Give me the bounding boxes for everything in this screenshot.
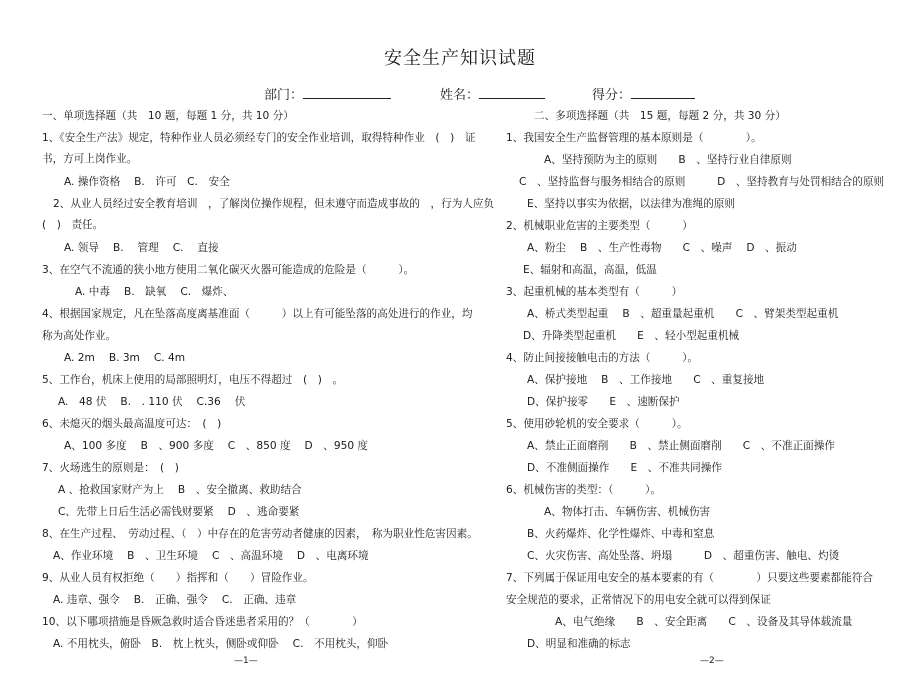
section-single-choice: 一、单项选择题（共 10 题，每题 1 分，共 10 分） [42, 110, 294, 122]
question-line: 9、从业人员有权拒绝（ ）指挥和（ ）冒险作业。 [42, 572, 314, 584]
score-field [592, 84, 695, 103]
option-line: A. 2m B. 3m C. 4m [64, 352, 186, 364]
name-blank [479, 86, 545, 99]
option-line: C、先带上日后生活必需钱财要紧 D 、逃命要紧 [58, 506, 300, 518]
option-line: D、明显和准确的标志 [527, 638, 631, 650]
page-title: 安全生产知识试题 [384, 48, 536, 69]
option-line: D、不准侧面操作 E 、不准共同操作 [527, 462, 722, 474]
option-line: A、禁止正面磨削 B 、禁止侧面磨削 C 、不准正面操作 [527, 440, 835, 452]
option-line: A、物体打击、车辆伤害、机械伤害 [544, 506, 711, 518]
question-line: 6、机械伤害的类型：（ ）。 [506, 484, 662, 496]
option-line: A. 领导 B. 管理 C. 直接 [64, 242, 219, 254]
question-line: 2、从业人员经过安全教育培训 ，了解岗位操作规程，但未遵守而造成事故的 ，行为人应负 [53, 198, 495, 210]
option-line: A、桥式类型起重 B 、超重量起重机 C 、臂架类型起重机 [527, 308, 839, 320]
question-line: 7、下列属于保证用电安全的基本要素的有（ ）只要这些要素都能符合 [506, 572, 873, 584]
question-line: 8、在生产过程、 劳动过程、（ ）中存在的危害劳动者健康的因素， 称为职业性危害因素。 [42, 528, 478, 540]
option-line: A、电气绝缘 B 、安全距离 C 、设备及其导体载流量 [555, 616, 853, 628]
option-line: A、100 多度 B 、900 多度 C 、850 度 D 、950 度 [64, 440, 369, 452]
option-line: A. 不用枕头，俯卧 B. 枕上枕头，侧卧或仰卧 C. 不用枕头，仰卧 [53, 638, 389, 650]
question-line: ( ) 责任。 [42, 219, 104, 231]
option-line: A. 48 伏 B. . 110 伏 C.36 伏 [58, 396, 246, 408]
question-line: 6、未熄灭的烟头最高温度可达： ( ) [42, 418, 222, 430]
question-line: 3、在空气不流通的狭小地方使用二氧化碳灭火器可能造成的危险是（ ）。 [42, 264, 415, 276]
question-line: 4、防止间接接触电击的方法（ ）。 [506, 352, 699, 364]
question-line: 4、根据国家规定，凡在坠落高度离基准面（ ）以上有可能坠落的高处进行的作业，均 [42, 308, 473, 320]
option-line: A、作业环境 B 、卫生环境 C 、高温环境 D 、电离环境 [53, 550, 369, 562]
option-line: A. 中毒 B. 缺氧 C. 爆炸、 [75, 286, 234, 298]
option-line: C、火灾伤害、高处坠落、坍塌 D 、超重伤害、触电、灼烫 [527, 550, 840, 562]
dept-field [264, 84, 391, 103]
question-line: 5、工作台，机床上使用的局部照明灯，电压不得超过 ( ) 。 [42, 374, 344, 386]
option-line: E、辐射和高温，高温，低温 [523, 264, 657, 276]
option-line: B、火药爆炸、化学性爆炸、中毒和窒息 [527, 528, 715, 540]
question-line: 称为高处作业。 [42, 330, 117, 342]
dept-blank [303, 86, 391, 99]
score-blank [631, 86, 695, 99]
option-line: A、粉尘 B 、生产性毒物 C 、噪声 D 、振动 [527, 242, 797, 254]
question-line: 1、我国安全生产监督管理的基本原则是（ ）。 [506, 132, 762, 144]
option-line: D、保护接零 E 、速断保护 [527, 396, 680, 408]
option-line: A、保护接地 B 、工作接地 C 、重复接地 [527, 374, 765, 386]
option-line: A、坚持预防为主的原则 B 、坚持行业自律原则 [544, 154, 792, 166]
question-line: 3、起重机械的基本类型有（ ） [506, 286, 683, 298]
option-line: C 、坚持监督与服务相结合的原则 D 、坚持教育与处罚相结合的原则 [519, 176, 885, 188]
question-line: 安全规范的要求，正常情况下的用电安全就可以得到保证 [506, 594, 771, 606]
page-number-2: —2— [700, 656, 724, 666]
question-line: 书，方可上岗作业。 [42, 153, 138, 165]
option-line: A. 违章、强令 B. 正确、强令 C. 正确、违章 [53, 594, 297, 606]
name-field [440, 84, 545, 103]
question-line: 2、机械职业危害的主要类型（ ） [506, 220, 693, 232]
question-line: 1、《安全生产法》规定，特种作业人员必须经专门的安全作业培训，取得特种作业 ( ) 证 [42, 132, 476, 144]
page-number-1: —1— [234, 656, 258, 666]
score-label: 得分： [592, 88, 632, 103]
dept-label: 部门： [264, 88, 304, 103]
question-line: 5、使用砂轮机的安全要求（ ）。 [506, 418, 688, 430]
option-line: D、升降类型起重机 E 、轻小型起重机械 [523, 330, 740, 342]
question-line: 10、以下哪项措施是昏厥急救时适合昏迷患者采用的？（ ） [42, 616, 363, 628]
section-multiple-choice: 二、多项选择题（共 15 题，每题 2 分，共 30 分） [534, 110, 786, 122]
option-line: A 、抢救国家财产为上 B 、安全撤离、救助结合 [58, 484, 302, 496]
name-label: 姓名： [440, 88, 480, 103]
option-line: A. 操作资格 B. 许可 C. 安全 [64, 176, 230, 188]
option-line: E、坚持以事实为依据，以法律为准绳的原则 [527, 198, 735, 210]
question-line: 7、火场逃生的原则是： ( ) [42, 462, 179, 474]
